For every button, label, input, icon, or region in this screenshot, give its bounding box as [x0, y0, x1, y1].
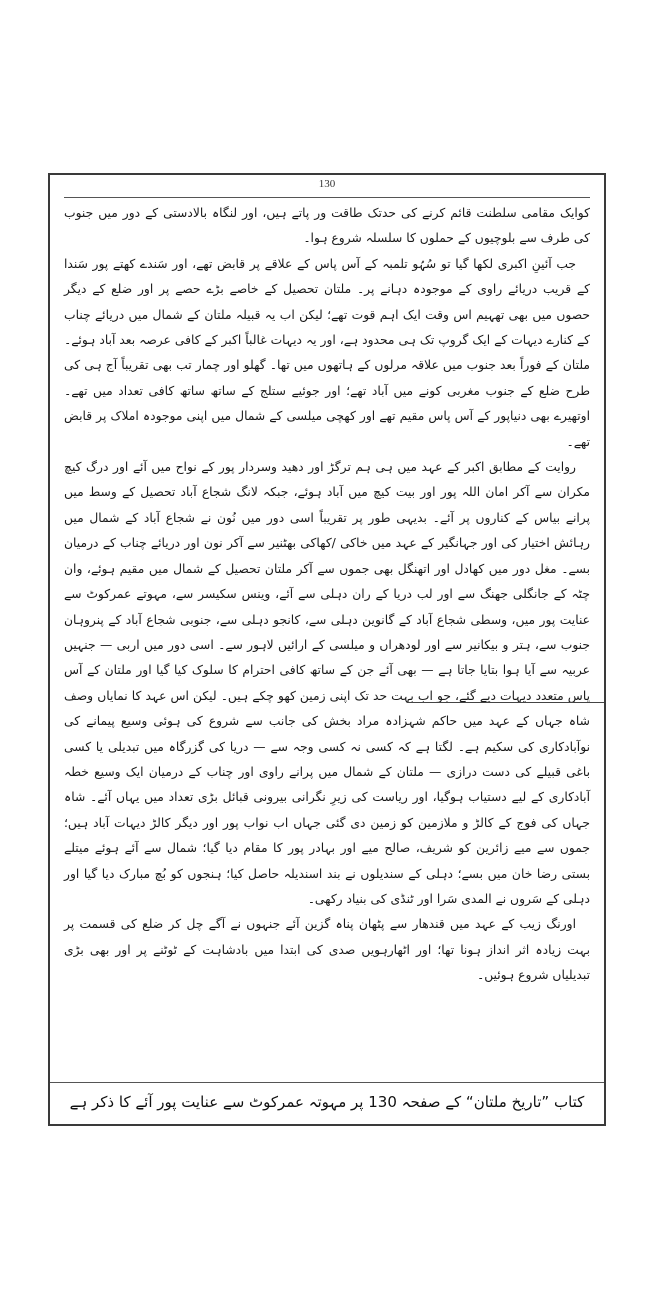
page-body-text	[64, 201, 590, 989]
paragraph-1: کوایک مقامی سلطنت قائم کرنے کی حدتک طاقت ور پاتے ہیں، اور لنگاہ بالادستی کے دور میں جنوب کی طرف سے بلوچیوں کے حملوں کا سلسلہ شروع ہوا۔	[64, 206, 590, 246]
paragraph-4: اورنگ زیب کے عہد میں قندھار سے پٹھان پناہ گزین آئے جنہوں نے آگے چل کر ضلع کی قسمت پر بہت زیادہ اثر انداز ہونا تھا؛ اور اٹھارہویں صدی کی ابتدا میں بادشاہت کے ٹوٹنے پر اور بھی بڑی تبدیلیاں شروع ہوئیں۔	[64, 917, 590, 983]
header-divider	[64, 197, 590, 198]
paragraph-2: جب آئینِ اکبری لکھا گیا تو سُہُو تلمبہ کے آس پاس کے علاقے پر قابض تھے، اور سَندے کھتے پور سَندا کے قریب دریائے راوی کے موجودہ دہانے پر۔ ملتان تحصیل کے خاصے بڑے حصے پر اور ضلع کے دیگر حصوں میں بھی تھہیم اس وقت ایک اہم قوت تھے؛ لیکن اب یہ قبیلہ ملتان کے شمال میں دریائے چناب کے کنارے دیہات کے ایک گروپ تک ہی محدود ہے، اور یہ دیہات غالباً اکبر کے کافی عرصہ بعد آباد ہوئے۔ ملتان کے فوراً بعد جنوب میں علاقہ مرلوں کے ہاتھوں میں تھا۔ گھلو اور چمار تب بھی تقریباً آج ہی کی طرح ضلع کے جنوب مغربی کونے میں آباد تھے؛ اور جوئیے ستلج کے ساتھ ساتھ کافی تعداد میں تھے۔ اوتھیرے بھی دنیاپور کے آس پاس مقیم تھے اور کھچی میلسی کے شمال میں اپنی موجودہ املاک پر قابض تھے۔	[64, 256, 590, 449]
scanned-page-frame	[48, 173, 606, 1126]
paragraph-3: روایت کے مطابق اکبر کے عہد میں ہی ہم ترگڑ اور دھید وسردار پور کے نواح میں آئے اور درگ کیچ مکران سے آکر امان اللہ پور اور بیت کیچ میں آباد ہوئے، جبکہ لانگ شجاع آباد تحصیل کے وسط میں پرانے بیاس کے کناروں پر آئے۔ بدیہی طور پر تقریباً اسی دور میں نُون نے شجاع آباد کے شمال میں رہائش اختیار کی اور جہانگیر کے عہد میں خاکی /کھاکی بھٹنیر سے آکر نون اور دریائے چناب کے درمیان بسے۔ مغل دور میں کھادل اور اتھنگل بھی جموں سے آکر ملتان تحصیل کے شمال میں مقیم ہوئے، وان چٹہ کے جانگلی جھنگ سے اور لب دریا کے ران دہلی سے آئے، وینس سکیسر سے، مہوتے عمرکوٹ سے عنایت پور میں، وسطی شجاع آباد کے گانوین دہلی سے، کانجو دہلی سے، جنوبی شجاع آباد کے پنروہان جنوب سے، ہتر و بیکانیر سے اور لودھراں و میلسی کے ارائیں لاہور سے۔ اسی دور میں اربی — جنہیں عربیہ سے آیا ہوا بتایا جاتا ہے — بھی آئے جن کے ساتھ کافی احترام کا سلوک کیا گیا اور ملتان کے آس پاس متعدد دیہات دیے گئے، جو اب بہت حد تک اپنی زمین کھو چکے ہیں۔ لیکن اس عہد کا نمایاں وصف شاہ جہاں کے عہد میں حاکم شہزادہ مراد بخش کی جانب سے شروع کی ہوئی وسیع پیمانے کی نوآبادکاری کی سکیم ہے۔ لگتا ہے کہ کسی نہ کسی وجہ سے — دریا کی گزرگاہ میں تبدیلی یا کسی باغی قبیلے کی دست درازی — ملتان کے شمال میں پرانے راوی اور چناب کے درمیان ایک وسیع خطہ آبادکاری کے لیے دستیاب ہوگیا، اور ریاست کی زیرِ نگرانی بیرونی قبائل بڑی تعداد میں یہاں آئے۔ شاہ جہاں کی فوج کے کالڑ و ملازمین کو زمین دی گئی جہاں اب نواب پور اور دیگر کالڑ دیہات آباد ہیں؛ جموں سے میے زائرین کو شریف، صالح میے اور بہادر پور کا مقام دیا گیا؛ شمال سے آئے ہوئے میتلے بستی رضا خان میں بسے؛ دہلی کے سندیلوں نے بند اسندیلہ حاصل کیا؛ ہنجوں کو بُچ مبارک دیا گیا اور دہلی کے سَروں نے المدی سَرا اور ٹنڈی کی بنیاد رکھی۔	[64, 460, 590, 906]
caption-text: کتاب ”تاریخ ملتان“ کے صفحہ 130 پر مہوتہ عمرکوٹ سے عنایت پور آئے کا ذکر ہے	[69, 1093, 585, 1111]
caption-divider	[50, 1082, 604, 1083]
highlight-divider	[407, 702, 604, 703]
page-number: 130	[318, 178, 336, 190]
